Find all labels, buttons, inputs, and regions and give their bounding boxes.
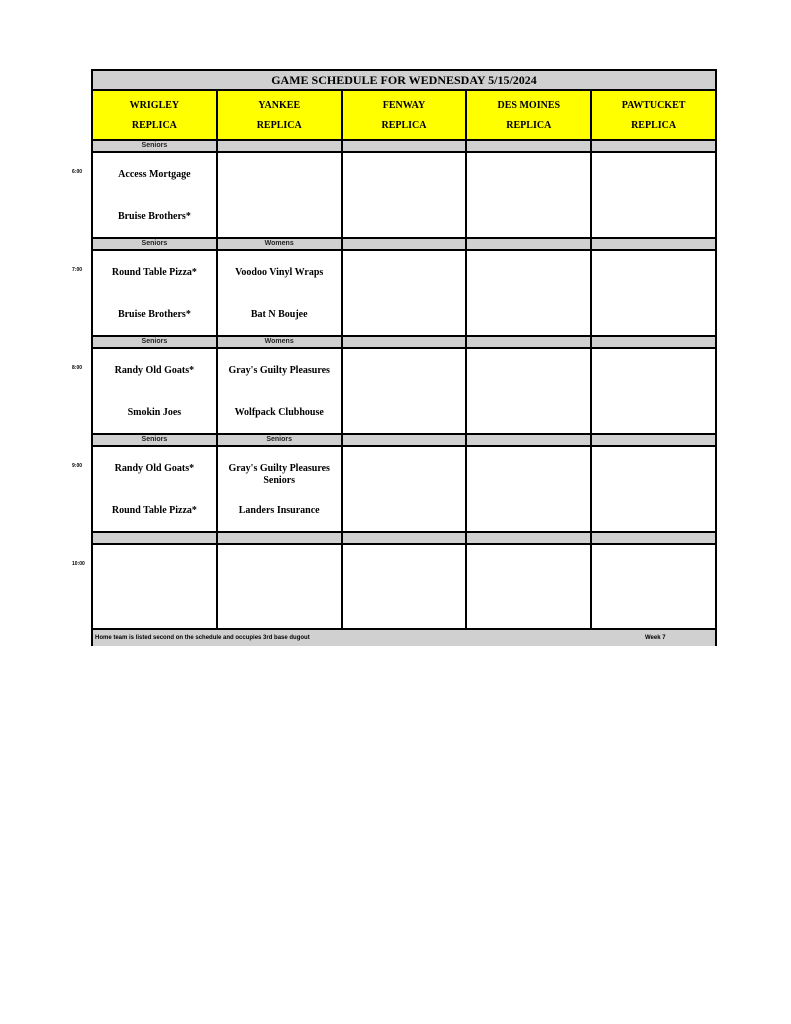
- away-team: Gray's Guilty Pleasures Seniors: [228, 463, 330, 486]
- division-label: Seniors: [218, 435, 343, 445]
- field-name: WRIGLEY: [129, 99, 180, 111]
- division-label: [467, 435, 592, 445]
- game-row: [93, 251, 715, 335]
- game-cell: [218, 349, 343, 433]
- division-label: [343, 141, 468, 151]
- division-label: [467, 141, 592, 151]
- game-cell: [592, 447, 715, 531]
- field-name: FENWAY: [382, 99, 426, 111]
- game-cell: [343, 251, 468, 335]
- division-label: Seniors: [93, 337, 218, 347]
- home-team: Bruise Brothers*: [117, 211, 191, 222]
- division-row: [93, 237, 715, 251]
- division-label: [218, 141, 343, 151]
- game-cell: [467, 545, 592, 629]
- division-label: Seniors: [93, 141, 218, 151]
- division-label: [343, 239, 468, 249]
- division-label: Seniors: [93, 435, 218, 445]
- away-team: Round Table Pizza*: [111, 267, 197, 278]
- field-header: [218, 91, 343, 139]
- division-label: [343, 337, 468, 347]
- time-slot-block: [93, 433, 715, 531]
- time-slot-block: [93, 335, 715, 433]
- division-row: [93, 335, 715, 349]
- away-team: Access Mortgage: [118, 169, 191, 180]
- game-cell: [467, 153, 592, 237]
- division-label: [343, 435, 468, 445]
- home-team: Landers Insurance: [238, 505, 320, 516]
- division-label: [592, 239, 715, 249]
- game-row: [93, 545, 715, 629]
- division-label: [592, 337, 715, 347]
- game-row: [93, 349, 715, 433]
- field-name: YANKEE: [258, 99, 301, 111]
- time-label-8: 8:00: [72, 365, 83, 371]
- division-row: [93, 139, 715, 153]
- game-cell: [467, 349, 592, 433]
- home-team: Wolfpack Clubhouse: [234, 407, 324, 418]
- game-cell: [218, 545, 343, 629]
- division-label: [467, 239, 592, 249]
- game-cell: [218, 251, 343, 335]
- game-cell: [592, 153, 715, 237]
- game-row: [93, 153, 715, 237]
- division-label: [467, 533, 592, 543]
- division-label: [343, 533, 468, 543]
- game-cell: [93, 153, 218, 237]
- away-team: Voodoo Vinyl Wraps: [235, 267, 324, 278]
- home-team: Bruise Brothers*: [117, 309, 191, 320]
- away-team: Randy Old Goats*: [114, 365, 195, 376]
- field-header: [343, 91, 468, 139]
- schedule-title: GAME SCHEDULE FOR WEDNESDAY 5/15/2024: [93, 71, 715, 91]
- game-cell: [93, 447, 218, 531]
- division-label: [592, 141, 715, 151]
- game-schedule-table: [91, 69, 717, 646]
- division-label: [592, 435, 715, 445]
- division-label: Womens: [218, 239, 343, 249]
- field-header: [592, 91, 715, 139]
- game-cell: [218, 447, 343, 531]
- game-cell: [93, 251, 218, 335]
- time-label-10: 10:00: [72, 561, 85, 567]
- game-cell: [93, 349, 218, 433]
- game-cell: [343, 349, 468, 433]
- away-team: Gray's Guilty Pleasures: [228, 365, 330, 376]
- field-type: REPLICA: [381, 119, 427, 131]
- time-slot-block: [93, 237, 715, 335]
- game-cell: [343, 545, 468, 629]
- field-type: REPLICA: [631, 119, 677, 131]
- game-row: [93, 447, 715, 531]
- home-team: Round Table Pizza*: [111, 505, 197, 516]
- division-label: Womens: [218, 337, 343, 347]
- field-type: REPLICA: [131, 119, 177, 131]
- footer-note: Home team is listed second on the schedule and occupies 3rd base dugout: [95, 635, 310, 641]
- game-cell: [592, 251, 715, 335]
- division-row: [93, 531, 715, 545]
- division-label: [467, 337, 592, 347]
- game-cell: [592, 349, 715, 433]
- game-cell: [93, 545, 218, 629]
- game-cell: [467, 447, 592, 531]
- time-label-7: 7:00: [72, 267, 83, 273]
- division-label: [592, 533, 715, 543]
- home-team: Bat N Boujee: [250, 309, 308, 320]
- time-slot-block: [93, 531, 715, 629]
- week-label: Week 7: [645, 635, 666, 641]
- time-slot-block: [93, 139, 715, 237]
- schedule-footer: [93, 628, 715, 646]
- game-cell: [467, 251, 592, 335]
- away-team: Randy Old Goats*: [114, 463, 195, 474]
- field-header: [467, 91, 592, 139]
- home-team: Smokin Joes: [127, 407, 182, 418]
- field-name: DES MOINES: [497, 99, 561, 111]
- field-type: REPLICA: [506, 119, 552, 131]
- time-label-9: 9:00: [72, 463, 83, 469]
- time-label-6: 6:00: [72, 169, 83, 175]
- division-label: [93, 533, 218, 543]
- field-header: [93, 91, 218, 139]
- division-label: [218, 533, 343, 543]
- field-name: PAWTUCKET: [621, 99, 686, 111]
- field-type: REPLICA: [256, 119, 302, 131]
- game-cell: [218, 153, 343, 237]
- division-row: [93, 433, 715, 447]
- field-header-row: [93, 91, 715, 139]
- game-cell: [343, 153, 468, 237]
- division-label: Seniors: [93, 239, 218, 249]
- game-cell: [592, 545, 715, 629]
- game-cell: [343, 447, 468, 531]
